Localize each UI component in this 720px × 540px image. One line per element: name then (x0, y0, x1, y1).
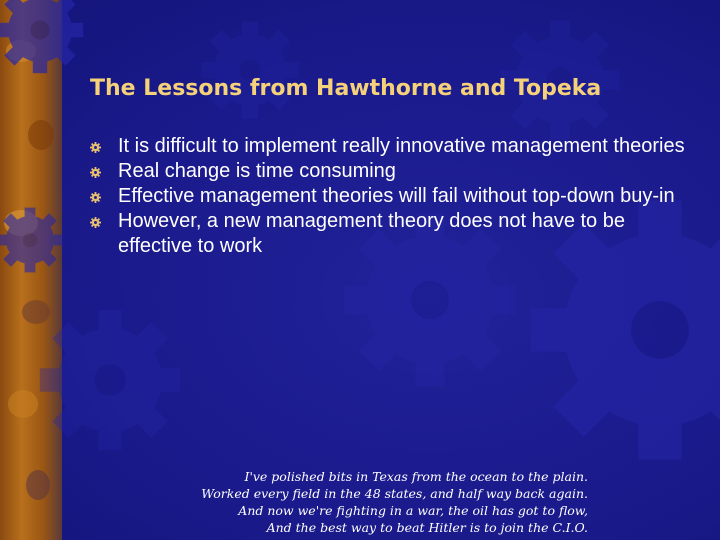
quote-line: I've polished bits in Texas from the ocean to the plain. (244, 469, 588, 484)
slide-title: The Lessons from Hawthorne and Topeka (90, 76, 602, 101)
quote-line: And the best way to beat Hitler is to join the C.I.O. (266, 520, 588, 535)
gear-bullet-icon (90, 142, 101, 153)
bullet-text: Effective management theories will fail without top-down buy-in (118, 185, 675, 207)
gear-bullet-icon (90, 167, 101, 178)
quote-line: Worked every field in the 48 states, and half way back again. (201, 486, 588, 501)
gear-bullet-icon (90, 217, 101, 228)
list-item (90, 184, 690, 209)
bullet-text: It is difficult to implement really innovative management theories (118, 135, 685, 157)
bullet-list (90, 134, 690, 259)
list-item (90, 134, 690, 159)
list-item (90, 159, 690, 184)
list-item (90, 209, 690, 259)
quote-line: And now we're fighting in a war, the oil has got to flow, (238, 503, 588, 518)
bullet-text: However, a new management theory does not have to be effective to work (118, 210, 625, 257)
bullet-text: Real change is time consuming (118, 160, 396, 182)
quote-block (201, 468, 588, 536)
gear-bullet-icon (90, 192, 101, 203)
